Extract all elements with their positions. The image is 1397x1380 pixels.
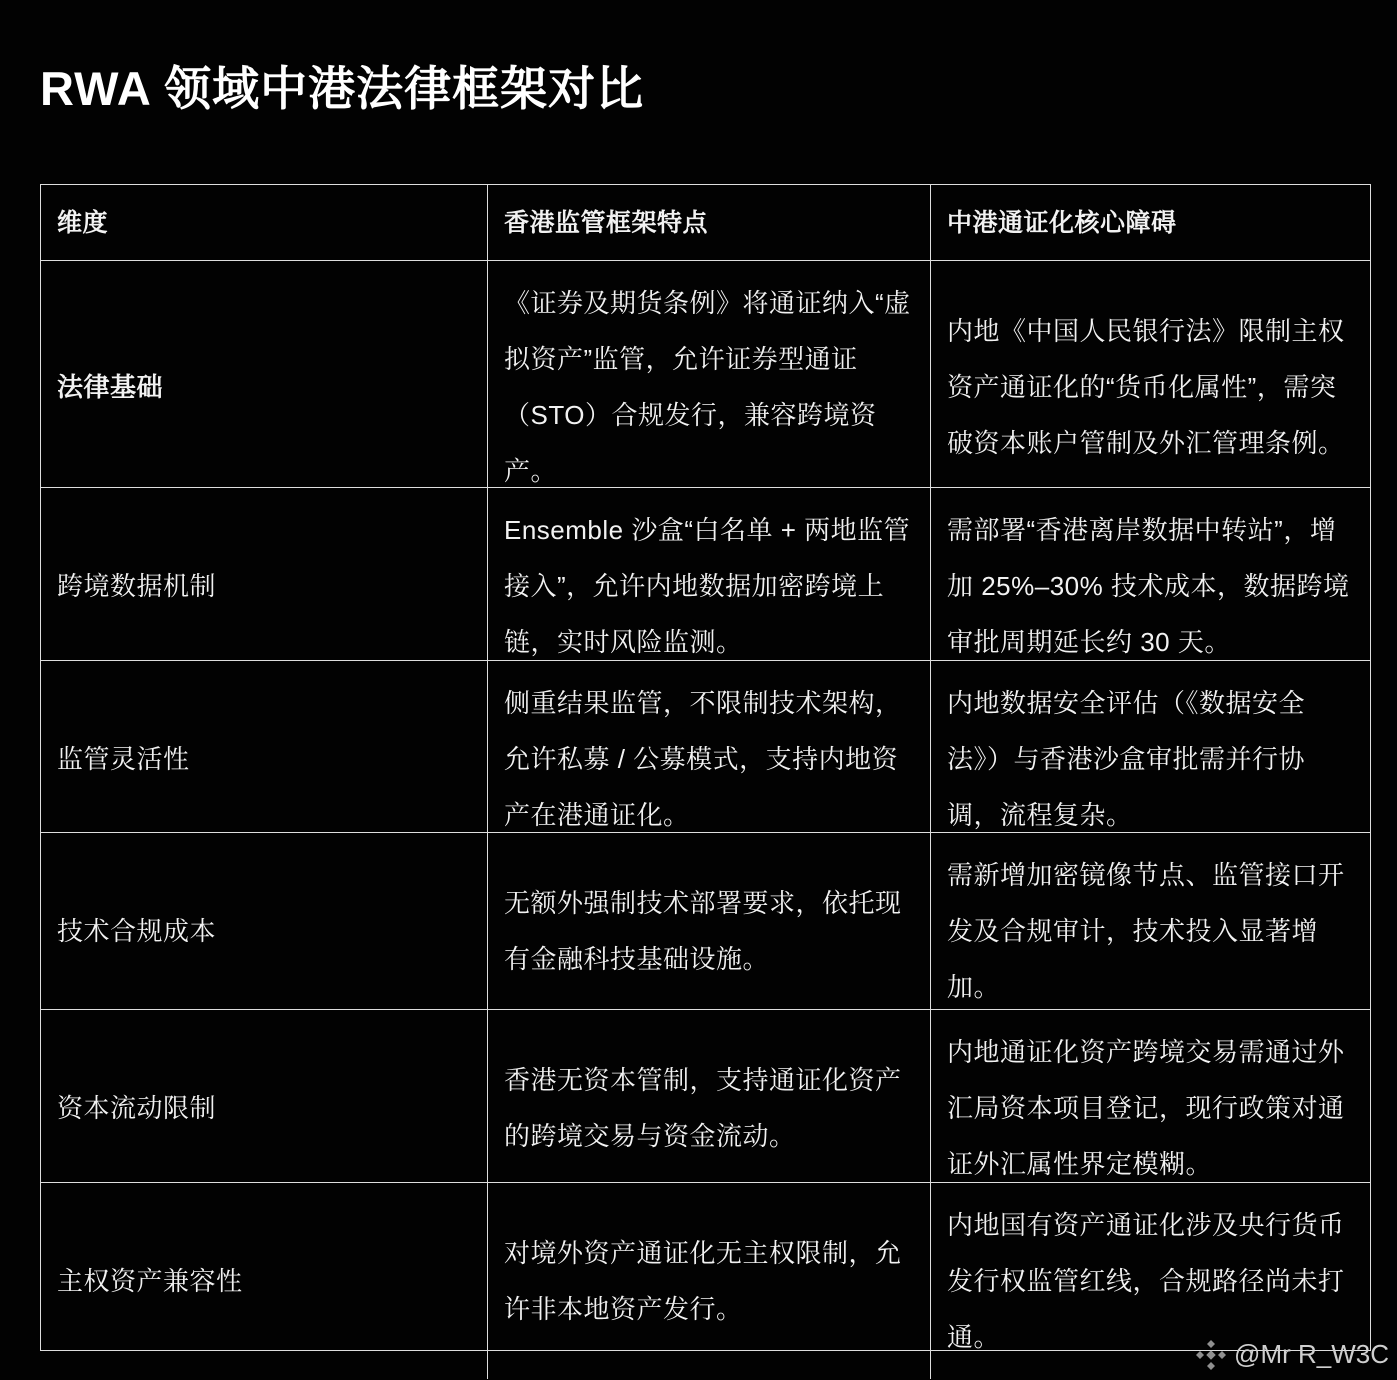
table-row	[41, 660, 1370, 832]
row-label: 跨境数据机制	[57, 571, 217, 601]
diamond-logo-icon	[1196, 1340, 1226, 1370]
cell-text: 内地国有资产通证化涉及央行货币发行权监管红线，合规路径尚未打通。	[947, 1210, 1345, 1352]
cell-text: 需部署“香港离岸数据中转站”，增加 25%–30% 技术成本，数据跨境审批周期延长约 30 天。	[947, 515, 1350, 657]
cell-dimension	[41, 833, 488, 1029]
row-label: 主权资产兼容性	[57, 1266, 243, 1296]
cell-text: 内地《中国人民银行法》限制主权资产通证化的“货币化属性”，需突破资本账户管制及外汇管理条例。	[947, 316, 1345, 458]
cell-hk-framework	[488, 833, 931, 1029]
cell-core-obstacle	[931, 833, 1370, 1029]
cell-dimension	[41, 1010, 488, 1206]
cell-hk-framework	[488, 1010, 931, 1206]
table-row	[41, 260, 1370, 487]
table-row	[41, 832, 1370, 1009]
header-cell-dimension	[41, 185, 488, 260]
header-label: 维度	[57, 208, 109, 237]
cell-text: 香港无资本管制，支持通证化资产的跨境交易与资金流动。	[504, 1065, 902, 1151]
cell-text: 《证券及期货条例》将通证纳入“虚拟资产”监管，允许证券型通证（STO）合规发行，兼容跨境资产。	[504, 288, 911, 486]
header-cell-core-obstacle	[931, 185, 1370, 260]
cell-text: Ensemble 沙盒“白名单 + 两地监管接入”，允许内地数据加密跨境上链，实时风险监测。	[504, 515, 911, 657]
cell-text: 内地数据安全评估（《数据安全法》）与香港沙盒审批需并行协调，流程复杂。	[947, 688, 1306, 830]
table-header-row	[41, 185, 1370, 260]
cell-dimension	[41, 661, 488, 857]
row-label: 资本流动限制	[57, 1093, 217, 1123]
cell-core-obstacle	[931, 261, 1370, 513]
cell-text: 需新增加密镜像节点、监管接口开发及合规审计，技术投入显著增加。	[947, 860, 1345, 1002]
comparison-table	[40, 184, 1371, 1351]
page-title: RWA 领域中港法律框架对比	[40, 62, 645, 115]
cell-core-obstacle	[931, 488, 1370, 684]
header-label: 中港通证化核心障碍	[947, 208, 1177, 237]
watermark	[1196, 1339, 1389, 1370]
row-label: 法律基础	[57, 372, 164, 402]
table-row	[41, 1182, 1370, 1350]
watermark-handle: @Mr R_W3C	[1234, 1339, 1389, 1369]
cell-core-obstacle	[931, 661, 1370, 857]
cell-text: 侧重结果监管，不限制技术架构，允许私募 / 公募模式，支持内地资产在港通证化。	[504, 688, 902, 830]
cell-text: 对境外资产通证化无主权限制，允许非本地资产发行。	[504, 1238, 902, 1324]
cell-hk-framework	[488, 261, 931, 513]
cell-core-obstacle	[931, 1010, 1370, 1206]
cell-dimension	[41, 261, 488, 513]
cell-dimension	[41, 1183, 488, 1379]
header-cell-hk-framework	[488, 185, 931, 260]
header-label: 香港监管框架特点	[504, 208, 709, 237]
cell-text: 无额外强制技术部署要求，依托现有金融科技基础设施。	[504, 888, 902, 974]
row-label: 技术合规成本	[57, 916, 217, 946]
table-row	[41, 487, 1370, 660]
cell-hk-framework	[488, 661, 931, 857]
cell-dimension	[41, 488, 488, 684]
row-label: 监管灵活性	[57, 744, 190, 774]
cell-hk-framework	[488, 1183, 931, 1379]
cell-text: 内地通证化资产跨境交易需通过外汇局资本项目登记，现行政策对通证外汇属性界定模糊。	[947, 1037, 1345, 1179]
table-row	[41, 1009, 1370, 1182]
cell-hk-framework	[488, 488, 931, 684]
